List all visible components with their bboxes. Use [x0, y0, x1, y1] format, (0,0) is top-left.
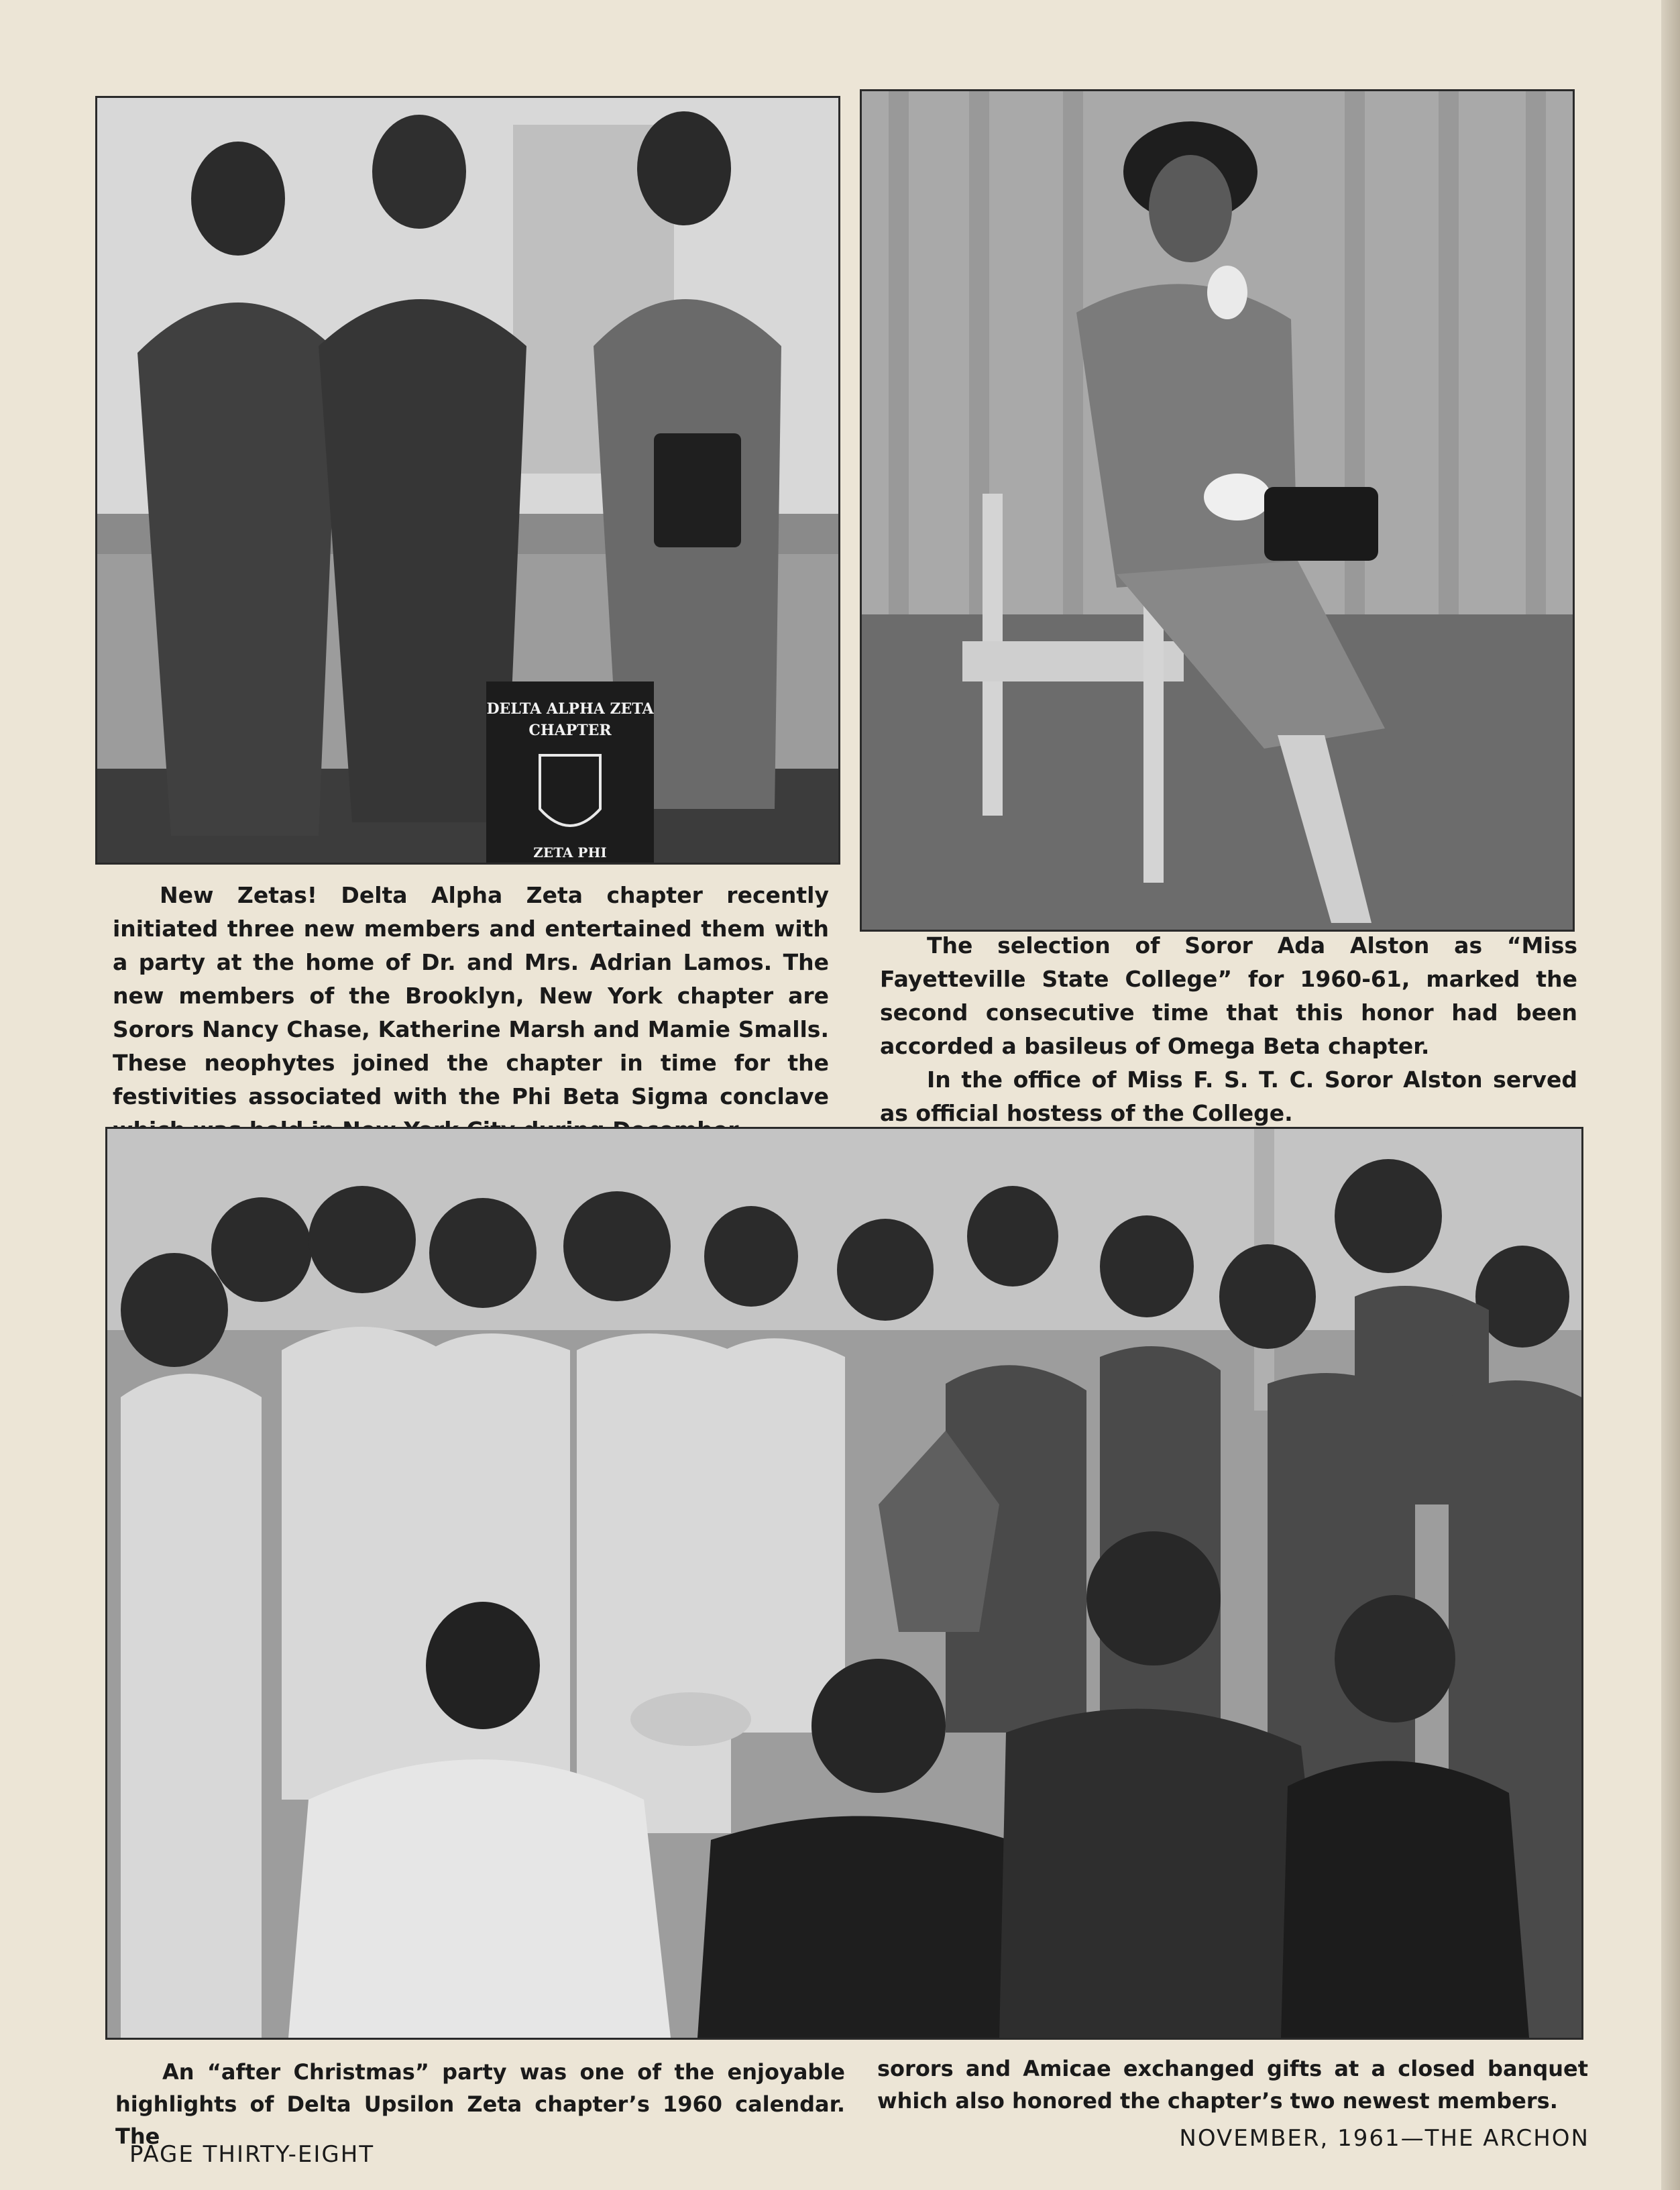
- caption-after-christmas-right: [877, 2052, 1588, 2117]
- page-edge: [1661, 0, 1680, 2190]
- sign-line1: DELTA ALPHA ZETA: [486, 700, 654, 718]
- sign-line2: CHAPTER: [528, 722, 612, 739]
- crest-icon: [540, 755, 600, 826]
- caption-new-zetas: [113, 879, 829, 1147]
- photo-new-zetas: [95, 96, 840, 865]
- issue-label: NOVEMBER, 1961—THE ARCHON: [1179, 2125, 1589, 2152]
- caption-after-christmas-left-text: An “after Christmas” party was one of the enjoyable highlights of Delta Upsilon Zeta chapter’s 1960 calendar. The: [115, 2059, 845, 2149]
- photo-after-christmas-party: [105, 1127, 1583, 2040]
- chapter-sign: [486, 681, 654, 863]
- caption-miss-fayetteville-p2: In the office of Miss F. S. T. C. Soror Alston served as official hostess of the College.: [880, 1066, 1577, 1126]
- caption-miss-fayetteville: [880, 929, 1577, 1130]
- sign-bottom: ZETA PHI: [533, 844, 607, 861]
- caption-miss-fayetteville-p1: The selection of Soror Ada Alston as “Miss Fayetteville State College” for 1960-61, marked the second consecutive time that this honor had been accorded a basileus of Omega Beta chapter.: [880, 932, 1577, 1059]
- caption-after-christmas-right-text: sorors and Amicae exchanged gifts at a closed banquet which also honored the chapter’s two newest members.: [877, 2056, 1588, 2114]
- caption-new-zetas-text: New Zetas! Delta Alpha Zeta chapter recently initiated three new members and entertained them with a party at the home of Dr. and Mrs. Adrian Lamos. The new members of the Brooklyn, New York chapter are Sorors Nancy Chase, Katherine Marsh and Mamie Smalls. These neophytes joined the chapter in time for the festivities associated with the Phi Beta Sigma conclave: [113, 882, 829, 1109]
- page-number: PAGE THIRTY-EIGHT: [129, 2141, 375, 2168]
- caption-after-christmas-left: [115, 2056, 845, 2152]
- photo-miss-fayetteville: [860, 89, 1575, 932]
